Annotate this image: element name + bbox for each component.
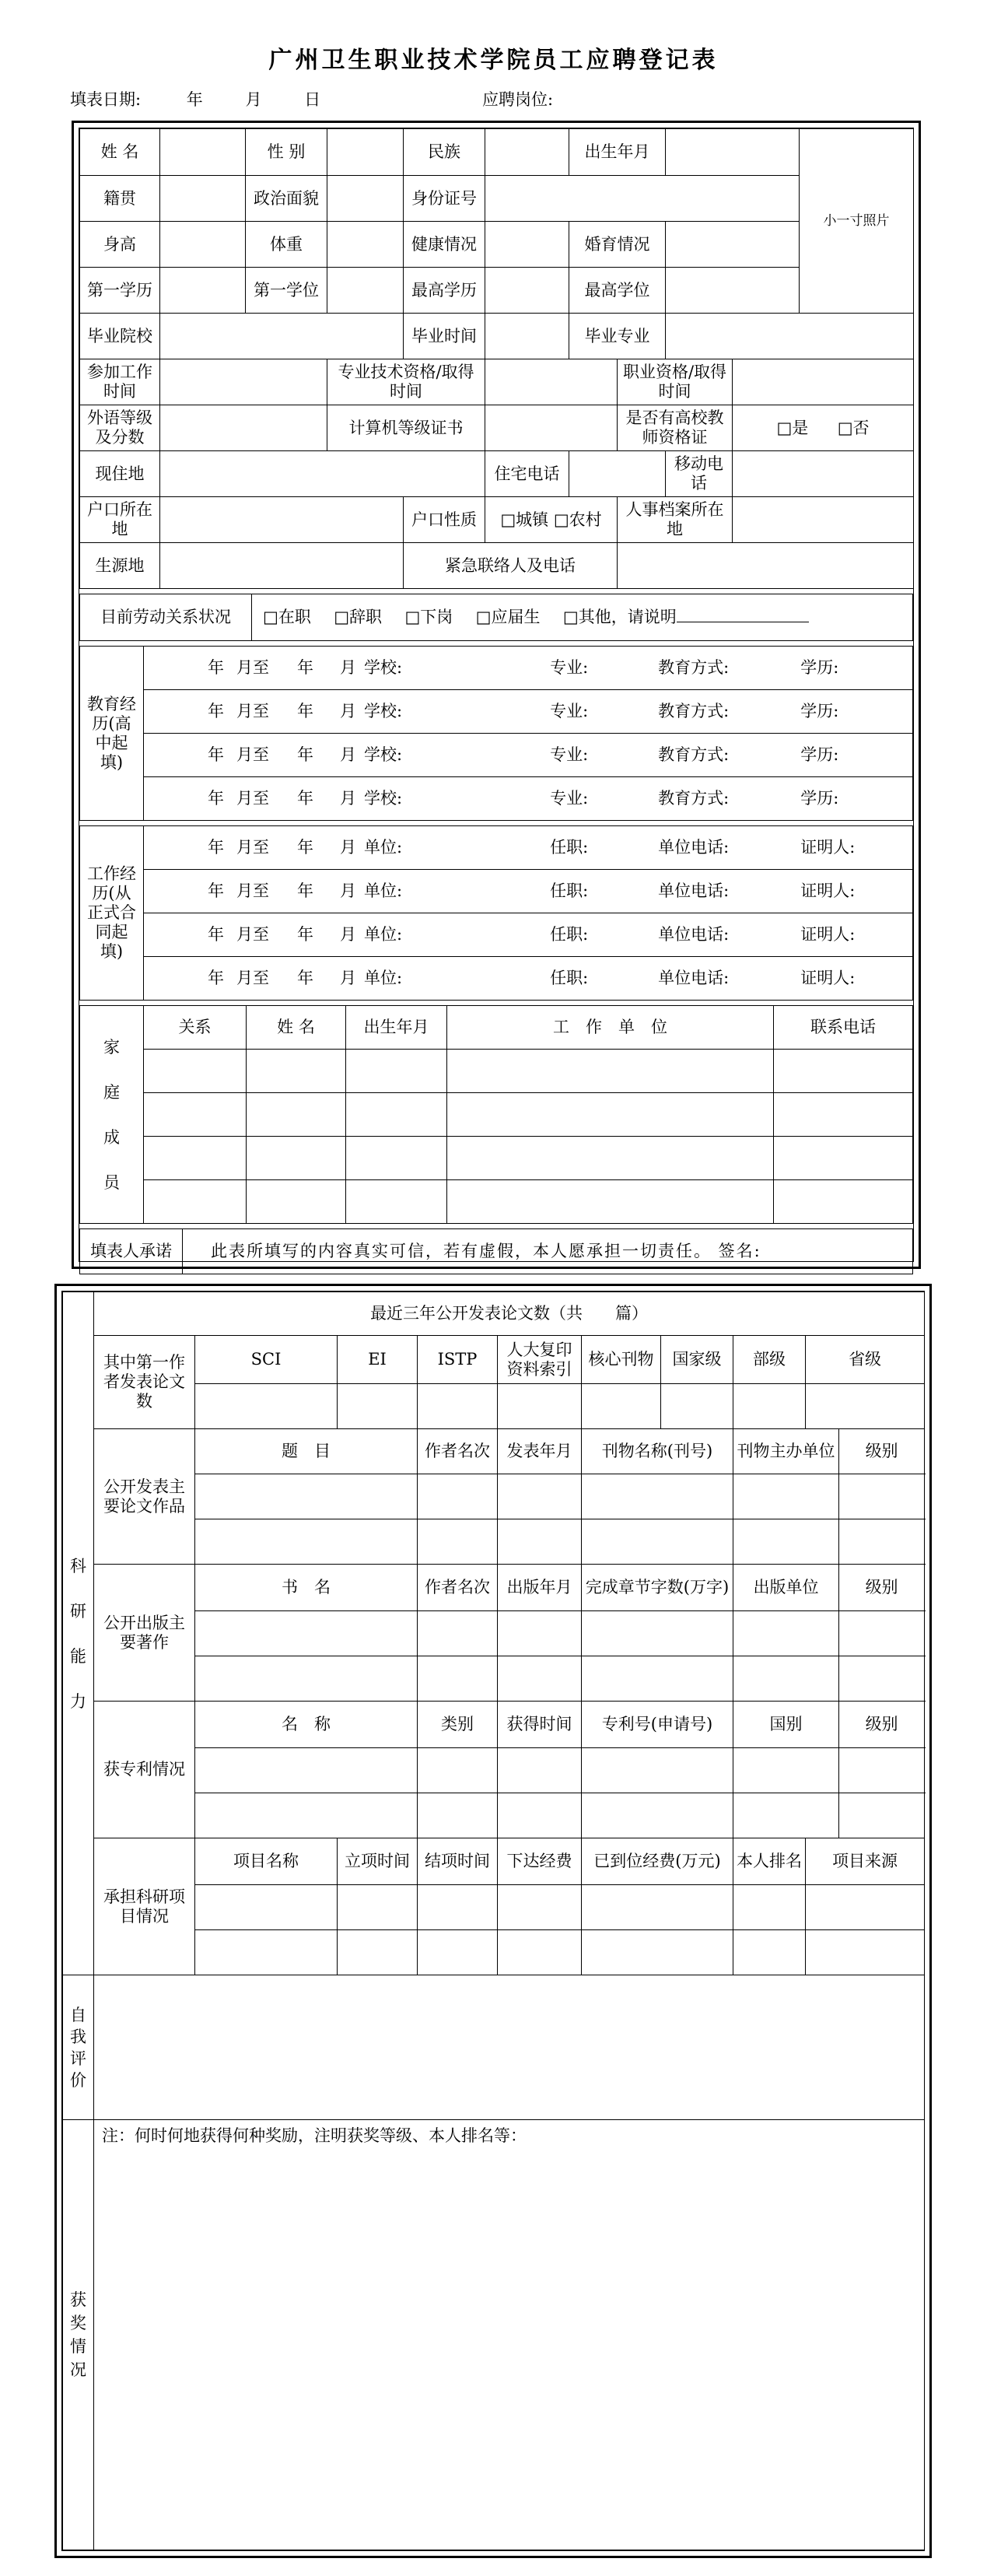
year-label: 年 (186, 90, 203, 109)
gender-field[interactable] (327, 129, 404, 176)
proj-header-end: 结项时间 (418, 1838, 498, 1885)
family-label: 家 庭 成 员 (80, 1006, 144, 1224)
edu-row-2[interactable]: 年 月至 年 月 学校: 专业: 教育方式: 学历: (144, 690, 913, 734)
type-ministry: 部级 (733, 1336, 806, 1384)
name-field[interactable] (160, 129, 246, 176)
edu-high-field[interactable] (485, 268, 569, 314)
weight-label: 体重 (246, 222, 327, 268)
job-qual-field[interactable] (733, 359, 914, 405)
major-field[interactable] (666, 314, 914, 359)
lang-field[interactable] (160, 405, 327, 451)
pub-header-date: 发表年月 (498, 1429, 582, 1474)
work-start-field[interactable] (160, 359, 327, 405)
book-header-level: 级别 (839, 1565, 925, 1611)
labor-options (252, 594, 913, 641)
book-header-publisher: 出版单位 (733, 1565, 839, 1611)
gender-label: 性 别 (246, 129, 327, 176)
promise-table (79, 1228, 913, 1274)
id-label: 身份证号 (404, 176, 485, 222)
town-checkbox[interactable]: □城镇 (500, 510, 549, 529)
book-header-rank: 作者名次 (418, 1565, 498, 1611)
family-table (79, 1005, 913, 1224)
address-field[interactable] (160, 451, 485, 497)
deg1-label: 第一学位 (246, 268, 327, 314)
proj-header-name: 项目名称 (195, 1838, 338, 1885)
photo-box[interactable]: 小一寸照片 (800, 129, 914, 314)
family-header-birth: 出生年月 (346, 1006, 447, 1050)
health-field[interactable] (485, 222, 569, 268)
promise-text: 此表所填写的内容真实可信，若有虚假，本人愿承担一切责任。 签名: (183, 1229, 913, 1274)
marital-label: 婚育情况 (569, 222, 666, 268)
home-phone-label: 住宅电话 (485, 451, 569, 497)
book-header-title: 书 名 (195, 1565, 418, 1611)
research-label: 科 研 能 力 (63, 1292, 94, 1975)
labor-option-employed[interactable]: □在职 (263, 608, 311, 626)
type-renda: 人大复印资料索引 (498, 1336, 582, 1384)
form-page-2 (54, 1284, 932, 2558)
family-header-phone: 联系电话 (774, 1006, 913, 1050)
political-label: 政治面貌 (246, 176, 327, 222)
type-national: 国家级 (661, 1336, 733, 1384)
grad-time-field[interactable] (485, 314, 569, 359)
papers-title: 最近三年公开发表论文数（共 篇） (94, 1292, 925, 1336)
work-row-4[interactable]: 年 月至 年 月 单位: 任职: 单位电话: 证明人: (144, 957, 913, 1001)
labor-option-graduate[interactable]: □应届生 (475, 608, 541, 626)
work-row-1[interactable]: 年 月至 年 月 单位: 任职: 单位电话: 证明人: (144, 826, 913, 870)
labor-option-resigned[interactable]: □辞职 (334, 608, 383, 626)
health-label: 健康情况 (404, 222, 485, 268)
family-header-workplace: 工 作 单 位 (447, 1006, 774, 1050)
labor-table (79, 594, 913, 641)
native-label: 籍贯 (80, 176, 160, 222)
computer-label: 计算机等级证书 (327, 405, 485, 451)
computer-field[interactable] (485, 405, 618, 451)
education-table (79, 646, 913, 821)
rural-checkbox[interactable]: □农村 (553, 510, 602, 529)
work-row-3[interactable]: 年 月至 年 月 单位: 任职: 单位电话: 证明人: (144, 913, 913, 957)
proj-header-rank: 本人排名 (733, 1838, 806, 1885)
family-header-name: 姓 名 (247, 1006, 346, 1050)
grad-time-label: 毕业时间 (404, 314, 485, 359)
id-field[interactable] (485, 176, 800, 222)
ethnicity-label: 民族 (404, 129, 485, 176)
marital-field[interactable] (666, 222, 800, 268)
month-label: 月 (245, 90, 262, 109)
edu-row-4[interactable]: 年 月至 年 月 学校: 专业: 教育方式: 学历: (144, 777, 913, 821)
basic-info-table (79, 128, 914, 589)
type-sci: SCI (195, 1336, 338, 1384)
ethnicity-field[interactable] (485, 129, 569, 176)
deg-high-label: 最高学位 (569, 268, 666, 314)
type-ei: EI (338, 1336, 418, 1384)
family-row[interactable] (80, 1137, 913, 1180)
school-field[interactable] (160, 314, 404, 359)
edu-row-1[interactable]: 年 月至 年 月 学校: 专业: 教育方式: 学历: (144, 647, 913, 690)
weight-field[interactable] (327, 222, 404, 268)
no-checkbox[interactable]: □否 (837, 418, 870, 437)
work-start-label: 参加工作时间 (80, 359, 160, 405)
pro-qual-label: 专业技术资格/取得时间 (327, 359, 485, 405)
pub-header-sponsor: 刊物主办单位 (733, 1429, 839, 1474)
fill-date-label: 填表日期: (70, 90, 142, 109)
family-row[interactable] (80, 1050, 913, 1093)
proj-header-received: 已到位经费(万元) (582, 1838, 733, 1885)
type-core: 核心刊物 (582, 1336, 661, 1384)
form-page-1 (72, 121, 921, 1269)
job-qual-label: 职业资格/取得时间 (618, 359, 733, 405)
height-label: 身高 (80, 222, 160, 268)
proj-header-source: 项目来源 (806, 1838, 925, 1885)
pub-header-rank: 作者名次 (418, 1429, 498, 1474)
edu1-field[interactable] (160, 268, 246, 314)
fill-date (70, 87, 320, 110)
pub-header-journal: 刊物名称(刊号) (582, 1429, 733, 1474)
patent-header-type: 类别 (418, 1702, 498, 1748)
book-header-words: 完成章节字数(万字) (582, 1565, 733, 1611)
hukou-place-label: 户口所在地 (80, 497, 160, 543)
type-istp: ISTP (418, 1336, 498, 1384)
edu1-label: 第一学历 (80, 268, 160, 314)
labor-option-other[interactable]: □其他，请说明 (562, 608, 677, 626)
teacher-qual-options (733, 405, 914, 451)
birth-field[interactable] (666, 129, 800, 176)
book-header-date: 出版年月 (498, 1565, 582, 1611)
awards-label: 获 奖 情 况 (63, 2120, 94, 2550)
mobile-field[interactable] (733, 451, 914, 497)
books-label: 公开出版主要著作 (94, 1565, 195, 1702)
yes-checkbox[interactable]: □是 (776, 418, 809, 437)
day-label: 日 (304, 90, 321, 109)
patent-header-level: 级别 (839, 1702, 925, 1748)
page-title: 广州卫生职业技术学院员工应聘登记表 (268, 47, 719, 74)
lang-label: 外语等级及分数 (80, 405, 160, 451)
family-row[interactable] (80, 1180, 913, 1224)
pro-qual-field[interactable] (485, 359, 618, 405)
emergency-field[interactable] (618, 543, 914, 589)
major-label: 毕业专业 (569, 314, 666, 359)
projects-label: 承担科研项目情况 (94, 1838, 195, 1975)
labor-label: 目前劳动关系状况 (80, 594, 252, 641)
patent-header-number: 专利号(申请号) (582, 1702, 733, 1748)
work-row-2[interactable]: 年 月至 年 月 单位: 任职: 单位电话: 证明人: (144, 870, 913, 913)
home-phone-field[interactable] (569, 451, 666, 497)
birth-label: 出生年月 (569, 129, 666, 176)
deg-high-field[interactable] (666, 268, 800, 314)
native-field[interactable] (160, 176, 246, 222)
position-label: 应聘岗位: (482, 90, 554, 109)
origin-label: 生源地 (80, 543, 160, 589)
work-label: 工作经历(从正式合同起填) (80, 826, 144, 1001)
hukou-type-label: 户口性质 (404, 497, 485, 543)
family-row[interactable] (80, 1093, 913, 1137)
origin-field[interactable] (160, 543, 404, 589)
patent-header-name: 名 称 (195, 1702, 418, 1748)
proj-header-funds: 下达经费 (498, 1838, 582, 1885)
hukou-type-options (485, 497, 618, 543)
type-province: 省级 (806, 1336, 925, 1384)
height-field[interactable] (160, 222, 246, 268)
self-eval-field[interactable] (94, 1975, 925, 2120)
name-label: 姓 名 (80, 129, 160, 176)
labor-option-laidoff[interactable]: □下岗 (404, 608, 453, 626)
address-label: 现住地 (80, 451, 160, 497)
patents-label: 获专利情况 (94, 1702, 195, 1838)
mobile-label: 移动电话 (666, 451, 733, 497)
first-author-label: 其中第一作者发表论文数 (94, 1336, 195, 1429)
political-field[interactable] (327, 176, 404, 222)
pub-header-title: 题 目 (195, 1429, 418, 1474)
teacher-qual-label: 是否有高校教师资格证 (618, 405, 733, 451)
awards-field[interactable] (94, 2120, 925, 2550)
edu-row-3[interactable]: 年 月至 年 月 学校: 专业: 教育方式: 学历: (144, 734, 913, 777)
hukou-place-field[interactable] (160, 497, 404, 543)
proj-header-start: 立项时间 (338, 1838, 418, 1885)
emergency-label: 紧急联络人及电话 (404, 543, 618, 589)
archive-field[interactable] (733, 497, 914, 543)
archive-label: 人事档案所在地 (618, 497, 733, 543)
patent-header-country: 国别 (733, 1702, 839, 1748)
research-table (62, 1292, 925, 2550)
promise-label: 填表人承诺 (80, 1229, 183, 1274)
patent-header-date: 获得时间 (498, 1702, 582, 1748)
pub-papers-label: 公开发表主要论文作品 (94, 1429, 195, 1565)
self-eval-label: 自 我 评 价 (63, 1975, 94, 2120)
education-label: 教育经历(高中起填) (80, 647, 144, 821)
edu-high-label: 最高学历 (404, 268, 485, 314)
pub-header-level: 级别 (839, 1429, 925, 1474)
deg1-field[interactable] (327, 268, 404, 314)
family-header-relation: 关系 (144, 1006, 247, 1050)
school-label: 毕业院校 (80, 314, 160, 359)
awards-note: 注：何时何地获得何种奖励，注明获奖等级、本人排名等： (102, 2126, 527, 2145)
work-table (79, 825, 913, 1001)
